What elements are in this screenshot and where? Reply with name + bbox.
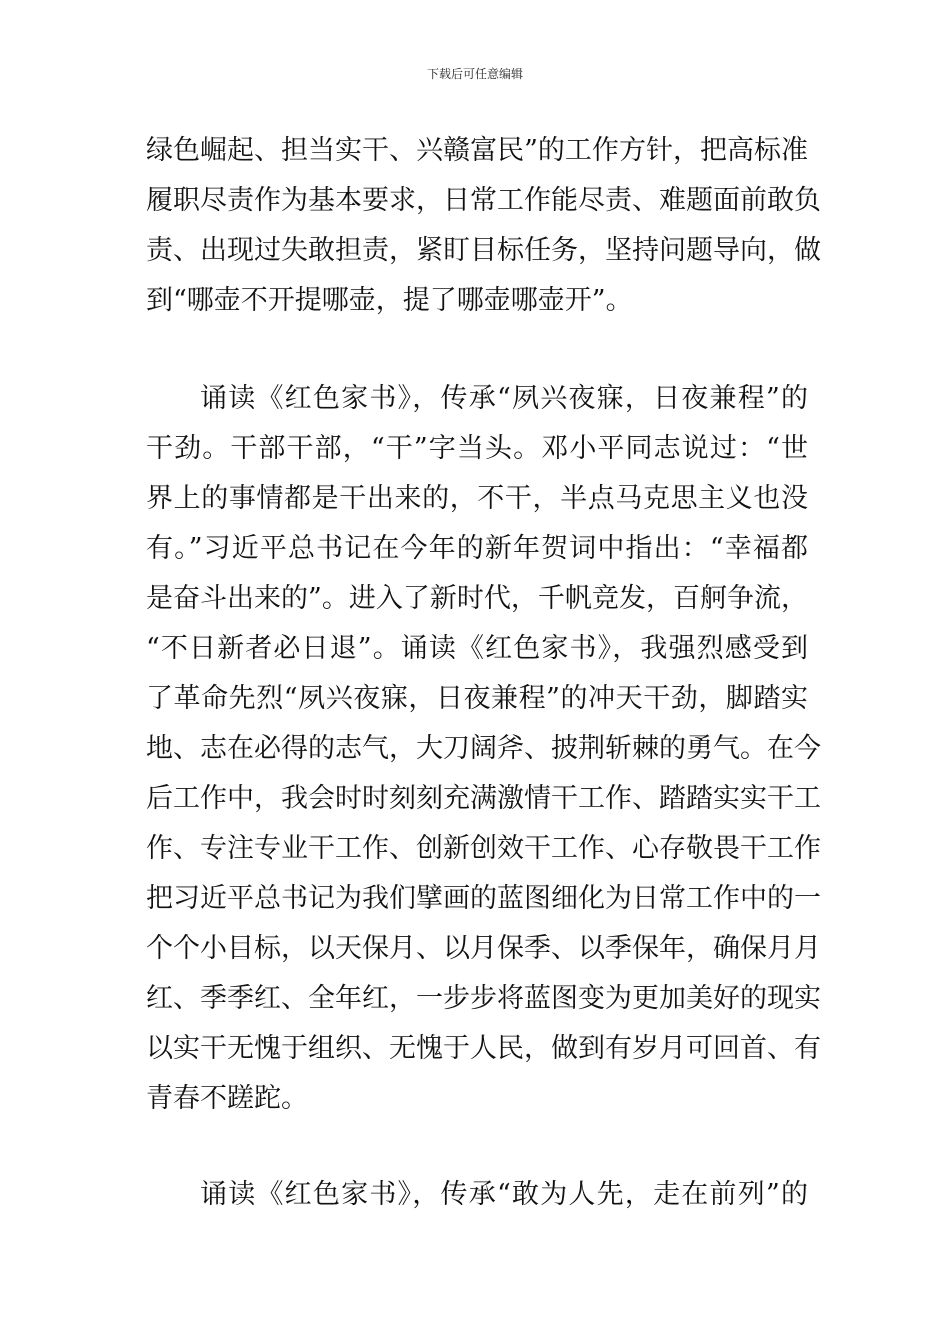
paragraph-line: 了革命先烈“夙兴夜寐，日夜兼程”的冲天干劲，脚踏实 [146,683,808,714]
paragraph-line: 诵读《红色家书》，传承“夙兴夜寐，日夜兼程”的 [200,383,808,414]
paragraph-line: 履职尽责作为基本要求，日常工作能尽责、难题面前敢负 [146,185,821,216]
paragraph-line: 把习近平总书记为我们擘画的蓝图细化为日常工作中的一 [146,883,821,914]
paragraph-3 [146,1170,808,1220]
paragraph-line: 责、出现过失敢担责，紧盯目标任务，坚持问题导向，做 [146,235,821,266]
paragraph-line: 到“哪壶不开提哪壶，提了哪壶哪壶开”。 [146,285,633,316]
header-note: 下载后可任意编辑 [426,67,523,81]
paragraph-line: 干劲。干部干部，“干”字当头。邓小平同志说过：“世 [146,433,808,464]
paragraph-1 [146,126,821,326]
paragraph-line: 青春不蹉跎。 [146,1083,308,1114]
paragraph-line: 诵读《红色家书》，传承“敢为人先，走在前列”的 [200,1179,808,1210]
paragraph-line: “不日新者必日退”。诵读《红色家书》，我强烈感受到 [146,633,808,664]
paragraph-line: 是奋斗出来的”。进入了新时代，千帆竞发，百舸争流， [146,583,808,614]
paragraph-line: 红、季季红、全年红，一步步将蓝图变为更加美好的现实 [146,983,821,1014]
paragraph-line: 绿色崛起、担当实干、兴赣富民”的工作方针，把高标准 [146,135,808,166]
paragraph-line: 作、专注专业干工作、创新创效干工作、心存敬畏干工作 [146,833,821,864]
paragraph-line: 个个小目标，以天保月、以月保季、以季保年，确保月月 [146,933,821,964]
paragraph-line: 有。”习近平总书记在今年的新年贺词中指出：“幸福都 [146,533,808,564]
paragraph-line: 界上的事情都是干出来的，不干，半点马克思主义也没 [146,483,808,514]
paragraph-2 [146,374,821,1124]
paragraph-line: 后工作中，我会时时刻刻充满激情干工作、踏踏实实干工 [146,783,821,814]
paragraph-line: 地、志在必得的志气，大刀阔斧、披荆斩棘的勇气。在今 [146,733,821,764]
paragraph-line: 以实干无愧于组织、无愧于人民，做到有岁月可回首、有 [146,1033,821,1064]
